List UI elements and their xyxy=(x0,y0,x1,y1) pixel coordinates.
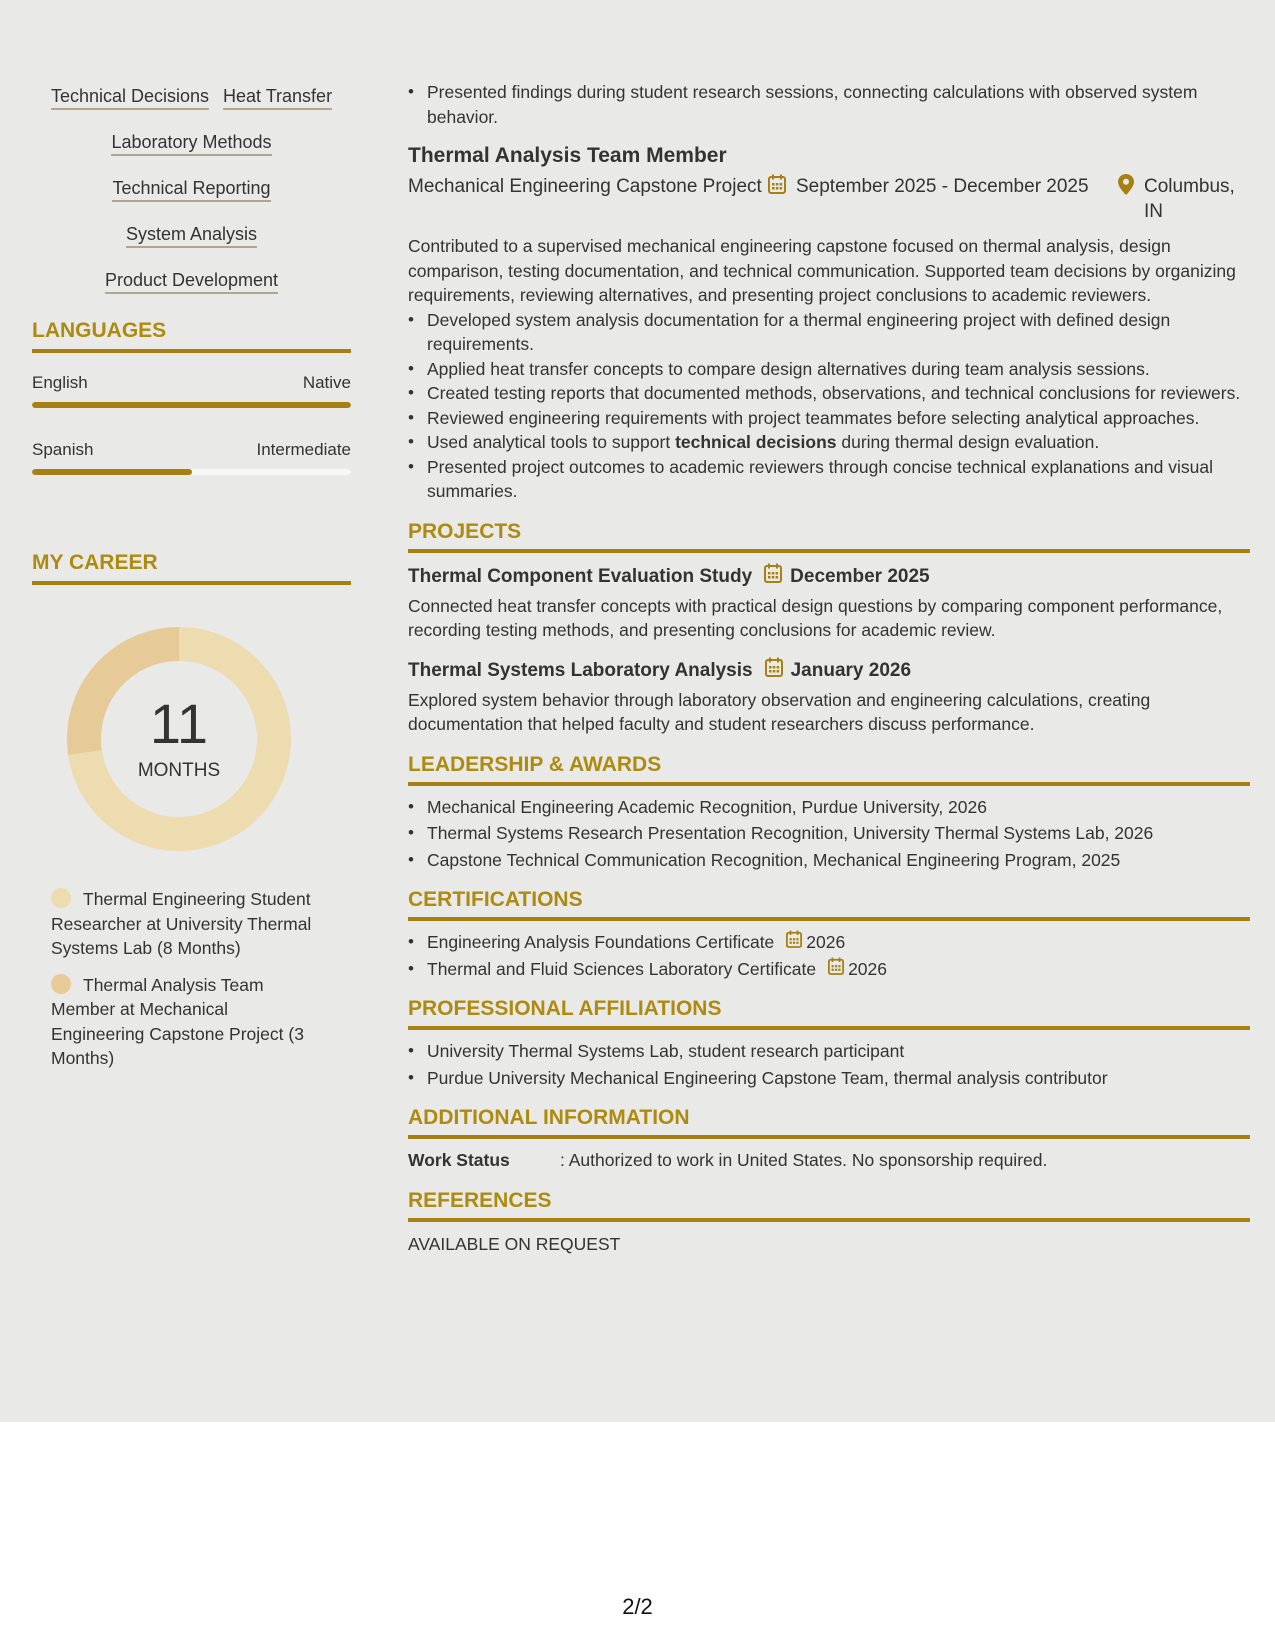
affiliations-heading: PROFESSIONAL AFFILIATIONS xyxy=(408,995,1250,1030)
language-level: Intermediate xyxy=(256,440,351,459)
project-item xyxy=(408,563,1250,643)
list-item xyxy=(408,430,1250,455)
left-column xyxy=(32,84,351,1083)
bullet-text: Used analytical tools to support xyxy=(427,432,676,452)
certifications-heading: CERTIFICATIONS xyxy=(408,886,1250,921)
language-name: English xyxy=(32,373,88,392)
calendar-icon xyxy=(764,563,782,591)
leadership-heading: LEADERSHIP & AWARDS xyxy=(408,751,1250,786)
language-spanish xyxy=(32,438,351,475)
list-item xyxy=(408,930,1250,955)
language-proficiency-bar xyxy=(32,402,351,408)
skill-tag: Laboratory Methods xyxy=(111,130,271,156)
skill-tag: Technical Decisions xyxy=(51,84,209,110)
legend-item xyxy=(51,887,322,961)
skill-tag: Product Development xyxy=(105,268,278,294)
list-item: • Presented findings during student research sessions, connecting calculations with observed system behavior. xyxy=(408,80,1250,129)
career-legend xyxy=(32,887,322,1071)
language-name: Spanish xyxy=(32,440,94,459)
skills-list xyxy=(32,84,351,295)
donut-center-label xyxy=(67,627,291,851)
project-description: Connected heat transfer concepts with practical design questions by comparing component performance, recording testing methods, and presenting conclusions for academic review. xyxy=(408,595,1223,640)
list-item: • Purdue University Mechanical Engineering Capstone Team, thermal analysis contributor xyxy=(408,1066,1250,1091)
legend-label: Thermal Engineering Student Researcher at University Thermal Systems Lab (8 Months) xyxy=(51,889,312,958)
references-text: AVAILABLE ON REQUEST xyxy=(408,1233,621,1254)
bullet-bold-text: technical decisions xyxy=(675,432,837,452)
language-english xyxy=(32,371,351,408)
list-item: • Created testing reports that documented methods, observations, and technical conclusions for reviewers. xyxy=(408,381,1250,406)
legend-item xyxy=(51,973,322,1071)
career-total: 11 xyxy=(149,692,209,755)
career-heading: MY CAREER xyxy=(32,551,351,585)
certifications-list xyxy=(408,930,1250,981)
language-proficiency-fill xyxy=(32,469,192,475)
additional-info-heading: ADDITIONAL INFORMATION xyxy=(408,1104,1250,1139)
list-item: • Thermal Systems Research Presentation Recognition, University Thermal Systems Lab, 2026 xyxy=(408,821,1250,846)
legend-dot xyxy=(51,974,71,994)
references-heading: REFERENCES xyxy=(408,1187,1250,1222)
project-title: Thermal Systems Laboratory Analysis xyxy=(408,659,753,681)
skill-tag: Technical Reporting xyxy=(112,176,270,202)
leadership-list xyxy=(408,795,1250,873)
skill-tag: System Analysis xyxy=(126,222,257,248)
language-level: Native xyxy=(302,373,351,392)
calendar-icon xyxy=(786,930,802,955)
work-status-value: : Authorized to work in United States. No sponsorship required. xyxy=(560,1150,1048,1170)
right-column xyxy=(408,80,1250,1256)
intro-bullets xyxy=(408,80,1250,129)
career-donut-chart xyxy=(67,627,291,851)
affiliations-list xyxy=(408,1039,1250,1090)
project-description: Explored system behavior through laboratory observation and engineering calculations, creating documentation that helped faculty and student researchers discuss performance. xyxy=(408,689,1151,734)
job-bullets xyxy=(408,308,1250,504)
map-pin-icon xyxy=(1118,174,1134,202)
work-status-label: Work Status xyxy=(408,1150,510,1170)
bullet-text: during thermal design evaluation. xyxy=(836,432,1100,452)
project-date: January 2026 xyxy=(790,659,912,681)
list-item xyxy=(408,957,1250,982)
certification-name: Thermal and Fluid Sciences Laboratory Certificate xyxy=(427,958,817,979)
project-title: Thermal Component Evaluation Study xyxy=(408,565,753,587)
list-item: • Reviewed engineering requirements with project teammates before selecting analytical approaches. xyxy=(408,406,1250,431)
list-item: • Developed system analysis documentation for a thermal engineering project with defined design requirements. xyxy=(408,308,1250,357)
legend-dot xyxy=(51,888,71,908)
list-item: • Presented project outcomes to academic reviewers through concise technical explanations and visual summaries. xyxy=(408,455,1250,504)
languages-heading: LANGUAGES xyxy=(32,319,351,353)
list-item: • Mechanical Engineering Academic Recognition, Purdue University, 2026 xyxy=(408,795,1250,820)
certification-name: Engineering Analysis Foundations Certificate xyxy=(427,932,775,952)
project-date: December 2025 xyxy=(790,565,930,587)
list-item: • Capstone Technical Communication Recognition, Mechanical Engineering Program, 2025 xyxy=(408,848,1250,873)
project-item xyxy=(408,657,1250,737)
work-status-row xyxy=(408,1148,1250,1173)
certification-year: 2026 xyxy=(848,958,888,979)
page-number: 2/2 xyxy=(622,1594,653,1619)
job-location-text: Columbus, IN xyxy=(1144,176,1235,222)
certification-year: 2026 xyxy=(806,932,846,952)
job-company: Mechanical Engineering Capstone Project xyxy=(408,176,762,197)
language-proficiency-fill xyxy=(32,402,351,408)
calendar-icon xyxy=(828,957,844,982)
job-description: Contributed to a supervised mechanical engineering capstone focused on thermal analysis, design comparison, testing documentation, and technical communication. Supported team decisions by organizing requirements, reviewing alternatives, and presenting project conclusions to academic reviewers. xyxy=(408,236,1236,305)
job-location xyxy=(1118,174,1250,224)
legend-label: Thermal Analysis Team Member at Mechanical Engineering Capstone Project (3 Months) xyxy=(51,974,304,1068)
list-item: • Applied heat transfer concepts to compare design alternatives during team analysis sessions. xyxy=(408,357,1250,382)
calendar-icon xyxy=(768,174,786,201)
job-title: Thermal Analysis Team Member xyxy=(408,144,727,167)
language-proficiency-bar xyxy=(32,469,351,475)
list-item: • University Thermal Systems Lab, student research participant xyxy=(408,1039,1250,1064)
career-unit: MONTHS xyxy=(137,760,221,781)
calendar-icon xyxy=(765,657,783,685)
job-dates xyxy=(768,174,1118,224)
job-dates-text: September 2025 - December 2025 xyxy=(796,176,1089,197)
projects-heading: PROJECTS xyxy=(408,518,1250,553)
job-meta xyxy=(408,174,1250,224)
skill-tag: Heat Transfer xyxy=(223,84,332,110)
